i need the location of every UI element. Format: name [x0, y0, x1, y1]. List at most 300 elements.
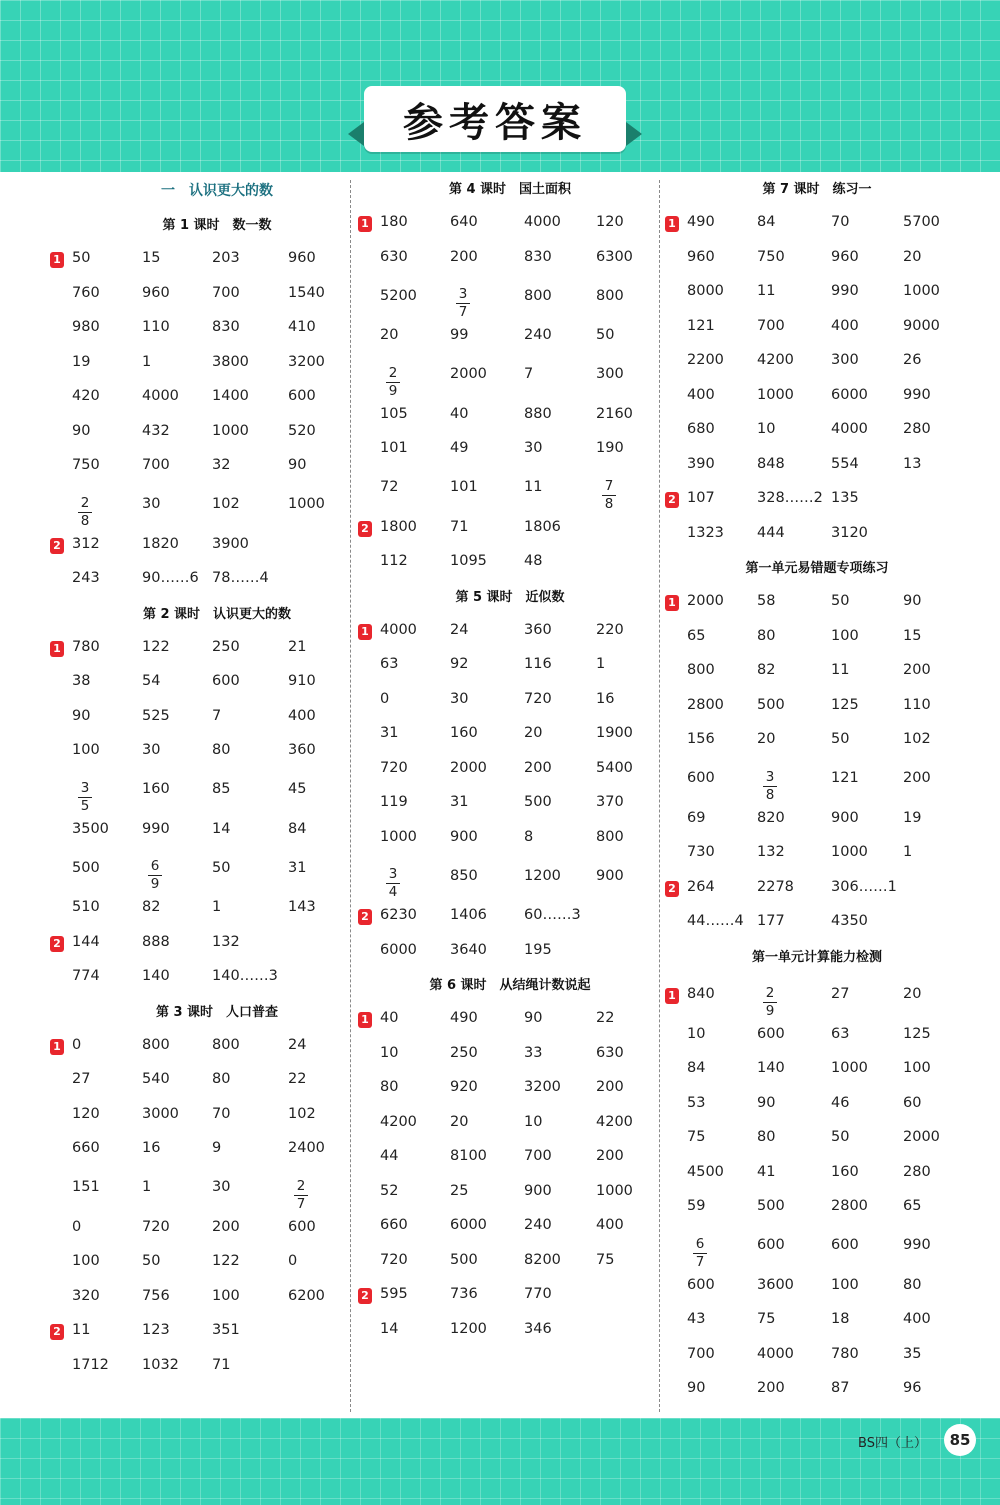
- answer-value: 72: [380, 479, 399, 496]
- answer-value: 10: [380, 1044, 399, 1061]
- page-number: 85: [944, 1424, 976, 1456]
- fraction-numerator: 2: [80, 494, 90, 511]
- lesson-title: 第一单元易错题专项练习: [745, 561, 889, 576]
- answer-value: 30: [142, 496, 161, 513]
- fraction-denominator: 7: [296, 1195, 306, 1212]
- answer-value: 2400: [288, 1140, 325, 1156]
- fraction-numerator: 3: [458, 286, 468, 302]
- lesson-title: 第 6 课时 从结绳计数说起: [429, 978, 591, 993]
- answer-fraction: [386, 867, 400, 900]
- answer-value: 90……6: [142, 570, 199, 586]
- answer-value: 203: [212, 250, 240, 266]
- fraction-numerator: 2: [296, 1177, 306, 1194]
- answer-value: 2278: [757, 878, 794, 895]
- answer-value: 360: [524, 621, 552, 638]
- answer-value: 848: [757, 455, 785, 472]
- answer-value: 116: [524, 656, 552, 672]
- answer-value: 660: [72, 1140, 100, 1156]
- answer-value: 80: [380, 1079, 399, 1095]
- answer-value: 125: [831, 696, 859, 713]
- answer-value: 600: [757, 1025, 785, 1042]
- column-divider: [659, 180, 660, 1412]
- answer-value: 2200: [687, 352, 724, 368]
- answer-value: 99: [450, 327, 469, 343]
- answer-value: 71: [450, 518, 469, 535]
- answer-value: 70: [212, 1105, 231, 1122]
- answer-value: 1806: [524, 518, 561, 535]
- answer-value: 140: [142, 968, 170, 984]
- answer-value: 4000: [524, 214, 561, 230]
- answer-value: 11: [757, 283, 776, 299]
- answer-value: 756: [142, 1287, 170, 1304]
- answer-value: 121: [831, 770, 859, 787]
- answer-value: 2160: [596, 405, 633, 422]
- question-number-badge: 1: [50, 252, 64, 268]
- answer-value: 525: [142, 707, 170, 724]
- answer-value: 144: [72, 933, 100, 950]
- answer-value: 121: [687, 317, 715, 334]
- answer-value: 45: [288, 781, 307, 798]
- answer-value: 50: [596, 327, 615, 343]
- answer-value: 351: [212, 1322, 240, 1338]
- answer-value: 500: [757, 696, 785, 713]
- answer-value: 780: [831, 1345, 859, 1362]
- answer-value: 420: [72, 388, 100, 404]
- answer-value: 500: [72, 859, 100, 876]
- answer-value: 15: [903, 627, 922, 644]
- answer-value: 69: [687, 809, 706, 826]
- fraction-denominator: 8: [604, 495, 614, 512]
- edition-label: BS四（上）: [858, 1436, 927, 1451]
- answer-value: 3900: [212, 535, 249, 552]
- answer-value: 20: [450, 1113, 469, 1130]
- answer-value: 4200: [596, 1113, 633, 1130]
- answer-value: 11: [831, 662, 850, 678]
- answer-value: 960: [831, 248, 859, 265]
- answer-value: 82: [142, 899, 161, 915]
- answer-fraction: [602, 479, 616, 512]
- answer-value: 110: [142, 319, 170, 335]
- answer-value: 75: [596, 1251, 615, 1268]
- answer-value: 2000: [450, 366, 487, 383]
- answer-value: 800: [212, 1036, 240, 1053]
- answer-value: 112: [380, 553, 408, 569]
- answer-value: 63: [380, 656, 399, 672]
- answer-value: 5700: [903, 214, 940, 230]
- answer-value: 125: [903, 1025, 931, 1042]
- answer-value: 140……3: [212, 968, 278, 984]
- question-number-badge: 2: [665, 492, 679, 508]
- answer-value: 40: [380, 1010, 399, 1026]
- answer-value: 8: [524, 828, 534, 845]
- answer-value: 990: [903, 386, 931, 403]
- answer-fraction: [78, 496, 92, 529]
- answer-value: 6230: [380, 907, 417, 923]
- answer-value: 0: [288, 1253, 298, 1269]
- answer-value: 58: [757, 593, 776, 609]
- answer-value: 70: [831, 214, 850, 230]
- answer-value: 27: [831, 986, 850, 1003]
- answer-value: 3800: [212, 353, 249, 370]
- answer-value: 40: [450, 405, 469, 422]
- answer-value: 2000: [450, 759, 487, 776]
- answer-value: 1000: [288, 496, 325, 513]
- answer-value: 410: [288, 319, 316, 335]
- answer-value: 1000: [212, 422, 249, 439]
- answer-value: 7: [524, 366, 534, 383]
- answer-value: 1000: [757, 386, 794, 403]
- answer-value: 200: [596, 1148, 624, 1164]
- question-number-badge: 1: [665, 595, 679, 611]
- question-number-badge: 1: [50, 1039, 64, 1055]
- answer-value: 990: [142, 820, 170, 837]
- fraction-numerator: 3: [388, 866, 398, 882]
- answer-value: 1000: [596, 1182, 633, 1199]
- answer-value: 910: [288, 673, 316, 689]
- answer-value: 9: [212, 1140, 222, 1156]
- answer-value: 200: [903, 770, 931, 787]
- answer-value: 49: [450, 440, 469, 456]
- answer-value: 132: [757, 844, 785, 860]
- answer-value: 22: [288, 1071, 307, 1087]
- answer-value: 500: [757, 1198, 785, 1214]
- answer-value: 123: [142, 1322, 170, 1338]
- answer-value: 20: [380, 327, 399, 343]
- answer-value: 1800: [380, 518, 417, 535]
- fraction-denominator: 9: [150, 876, 160, 892]
- answer-fraction: [386, 366, 400, 399]
- answer-value: 780: [72, 638, 100, 655]
- answer-value: 1032: [142, 1356, 179, 1373]
- answer-value: 306……1: [831, 878, 897, 895]
- answer-value: 100: [831, 1276, 859, 1293]
- answer-value: 630: [596, 1044, 624, 1061]
- answer-value: 800: [524, 287, 552, 304]
- answer-value: 595: [380, 1286, 408, 1302]
- answer-value: 600: [212, 673, 240, 689]
- answer-value: 3120: [831, 524, 868, 541]
- answer-value: 31: [450, 794, 469, 810]
- answer-value: 101: [380, 440, 408, 456]
- answer-value: 190: [596, 440, 624, 456]
- answer-value: 4000: [757, 1345, 794, 1362]
- answer-value: 9000: [903, 317, 940, 334]
- answer-value: 490: [687, 214, 715, 230]
- answer-value: 3200: [288, 353, 325, 370]
- unit-title: 一 认识更大的数: [161, 183, 273, 199]
- answer-value: 195: [524, 941, 552, 958]
- answer-value: 13: [903, 455, 922, 472]
- answer-value: 680: [687, 421, 715, 437]
- answer-value: 880: [524, 405, 552, 422]
- answer-value: 400: [831, 317, 859, 334]
- answer-value: 520: [288, 422, 316, 439]
- answer-value: 200: [450, 248, 478, 265]
- answer-value: 80: [212, 1071, 231, 1087]
- fraction-denominator: 9: [765, 1002, 775, 1019]
- fraction-denominator: 9: [388, 382, 398, 399]
- answer-value: 4350: [831, 913, 868, 929]
- answer-value: 50: [212, 859, 231, 876]
- answer-value: 720: [524, 690, 552, 707]
- answer-fraction: [763, 770, 777, 803]
- answer-value: 110: [903, 696, 931, 713]
- answer-fraction: [78, 781, 92, 814]
- answer-value: 16: [596, 690, 615, 707]
- answer-value: 18: [831, 1311, 850, 1327]
- answer-value: 264: [687, 878, 715, 895]
- question-number-badge: 2: [358, 1288, 372, 1304]
- answer-value: 280: [903, 1163, 931, 1180]
- answer-value: 850: [450, 867, 478, 884]
- answer-value: 38: [72, 673, 91, 689]
- answer-value: 444: [757, 524, 785, 541]
- answer-value: 243: [72, 570, 100, 586]
- question-number-badge: 1: [665, 216, 679, 232]
- answer-value: 900: [450, 828, 478, 845]
- answer-value: 20: [524, 725, 543, 741]
- answer-value: 4000: [380, 621, 417, 638]
- answer-value: 720: [380, 1251, 408, 1268]
- answer-value: 750: [72, 457, 100, 473]
- answer-value: 6000: [450, 1217, 487, 1233]
- answer-value: 300: [596, 366, 624, 383]
- answer-value: 6200: [288, 1287, 325, 1304]
- answer-value: 151: [72, 1179, 100, 1196]
- answer-value: 820: [757, 809, 785, 826]
- lesson-title: 第 7 课时 练习一: [762, 182, 872, 197]
- answer-value: 10: [687, 1025, 706, 1042]
- answer-value: 920: [450, 1079, 478, 1095]
- answer-value: 600: [687, 770, 715, 787]
- answer-value: 980: [72, 319, 100, 335]
- answer-value: 300: [831, 352, 859, 368]
- answer-value: 75: [687, 1129, 706, 1145]
- answer-value: 177: [757, 913, 785, 929]
- answer-value: 80: [212, 742, 231, 758]
- header-banner: [0, 0, 1000, 172]
- answer-value: 510: [72, 899, 100, 915]
- answer-value: 2000: [903, 1129, 940, 1145]
- lesson-title: 第 5 课时 近似数: [455, 589, 565, 605]
- answer-value: 1: [596, 656, 606, 672]
- answer-value: 960: [142, 284, 170, 301]
- answer-value: 71: [212, 1356, 231, 1373]
- answer-value: 200: [212, 1218, 240, 1235]
- answer-value: 600: [831, 1237, 859, 1254]
- answer-value: 50: [831, 1129, 850, 1145]
- answer-value: 84: [687, 1060, 706, 1076]
- answer-value: 630: [380, 248, 408, 265]
- answer-value: 135: [831, 490, 859, 506]
- answer-value: 888: [142, 933, 170, 950]
- answer-value: 52: [380, 1182, 399, 1199]
- answer-value: 200: [903, 662, 931, 678]
- answer-value: 100: [72, 1253, 100, 1269]
- answer-value: 90: [687, 1380, 706, 1396]
- answer-value: 500: [450, 1251, 478, 1268]
- answer-value: 360: [288, 742, 316, 758]
- question-number-badge: 1: [50, 641, 64, 657]
- answer-value: 1712: [72, 1356, 109, 1373]
- answer-value: 119: [380, 794, 408, 810]
- answer-value: 830: [212, 319, 240, 335]
- answer-value: 200: [596, 1079, 624, 1095]
- answer-value: 4000: [142, 388, 179, 404]
- answer-value: 101: [450, 479, 478, 496]
- answer-value: 132: [212, 933, 240, 950]
- answer-value: 730: [687, 844, 715, 860]
- answer-value: 240: [524, 1217, 552, 1233]
- answer-value: 16: [142, 1140, 161, 1156]
- answer-value: 840: [687, 986, 715, 1003]
- answer-value: 90: [903, 593, 922, 609]
- answer-value: 1200: [450, 1320, 487, 1337]
- answer-value: 30: [142, 742, 161, 758]
- answer-value: 1820: [142, 535, 179, 552]
- fraction-denominator: 7: [458, 304, 468, 320]
- fraction-numerator: 7: [604, 477, 614, 494]
- question-number-badge: 1: [665, 988, 679, 1004]
- answer-value: 1406: [450, 907, 487, 923]
- answer-value: 63: [831, 1025, 850, 1042]
- answer-value: 92: [450, 656, 469, 672]
- answer-fraction: [456, 287, 470, 320]
- answer-value: 3200: [524, 1079, 561, 1095]
- answer-value: 10: [757, 421, 776, 437]
- answer-value: 19: [72, 353, 91, 370]
- answer-value: 60……3: [524, 907, 581, 923]
- answer-value: 6300: [596, 248, 633, 265]
- answer-value: 700: [757, 317, 785, 334]
- answer-value: 31: [380, 725, 399, 741]
- answer-value: 1: [903, 844, 913, 860]
- answer-value: 700: [142, 457, 170, 473]
- answer-value: 156: [687, 731, 715, 747]
- answer-value: 4500: [687, 1163, 724, 1180]
- answer-value: 220: [596, 621, 624, 638]
- answer-value: 328……2: [757, 490, 823, 506]
- answer-value: 432: [142, 422, 170, 439]
- answer-value: 31: [288, 859, 307, 876]
- answer-value: 1095: [450, 553, 487, 569]
- question-number-badge: 2: [358, 521, 372, 537]
- answer-value: 30: [524, 440, 543, 456]
- answer-value: 90: [757, 1094, 776, 1111]
- answer-value: 75: [757, 1311, 776, 1327]
- answer-value: 554: [831, 455, 859, 472]
- answer-value: 11: [72, 1322, 91, 1338]
- answer-value: 490: [450, 1010, 478, 1026]
- answer-value: 2000: [687, 593, 724, 609]
- answer-value: 600: [288, 1218, 316, 1235]
- answer-value: 900: [831, 809, 859, 826]
- answer-fraction: [294, 1179, 308, 1212]
- answer-value: 120: [596, 214, 624, 230]
- answer-value: 8000: [687, 283, 724, 299]
- answer-value: 1: [212, 899, 222, 915]
- answer-value: 990: [903, 1237, 931, 1254]
- fraction-numerator: 3: [80, 779, 90, 796]
- answer-value: 41: [757, 1163, 776, 1180]
- answer-value: 102: [903, 731, 931, 747]
- question-number-badge: 2: [50, 936, 64, 952]
- answer-value: 640: [450, 214, 478, 230]
- answer-value: 5400: [596, 759, 633, 776]
- answer-value: 90: [72, 422, 91, 439]
- answer-value: 1: [142, 353, 152, 370]
- answer-value: 600: [757, 1237, 785, 1254]
- answer-value: 320: [72, 1287, 100, 1304]
- answer-value: 78……4: [212, 570, 269, 586]
- answer-value: 100: [831, 627, 859, 644]
- answer-value: 160: [142, 781, 170, 798]
- fraction-denominator: 7: [695, 1253, 705, 1270]
- answer-value: 720: [142, 1218, 170, 1235]
- answer-value: 720: [380, 759, 408, 776]
- question-number-badge: 2: [358, 909, 372, 925]
- answer-value: 960: [288, 250, 316, 266]
- answer-value: 20: [903, 248, 922, 265]
- answer-value: 54: [142, 673, 161, 689]
- answer-value: 100: [212, 1287, 240, 1304]
- answer-value: 14: [212, 820, 231, 837]
- page-title: 参考答案: [364, 86, 626, 152]
- answer-value: 44: [380, 1148, 399, 1164]
- fraction-numerator: 3: [765, 768, 775, 785]
- answer-value: 1000: [831, 1060, 868, 1076]
- answer-value: 140: [757, 1060, 785, 1076]
- question-number-badge: 1: [358, 1012, 372, 1028]
- answer-value: 2800: [687, 696, 724, 713]
- answer-value: 3500: [72, 820, 109, 837]
- answer-value: 96: [903, 1380, 922, 1396]
- lesson-title: 第 2 课时 认识更大的数: [142, 606, 292, 622]
- answer-value: 122: [212, 1253, 240, 1269]
- answer-value: 8100: [450, 1148, 487, 1164]
- answer-value: 600: [288, 388, 316, 404]
- question-number-badge: 2: [665, 881, 679, 897]
- answer-value: 250: [450, 1044, 478, 1061]
- fraction-denominator: 8: [765, 786, 775, 803]
- answer-value: 20: [903, 986, 922, 1003]
- answer-value: 10: [524, 1113, 543, 1130]
- column-divider: [350, 180, 351, 1412]
- fraction-numerator: 6: [150, 858, 160, 874]
- answer-value: 8200: [524, 1251, 561, 1268]
- lesson-title: 第一单元计算能力检测: [751, 949, 882, 965]
- answer-value: 1200: [524, 867, 561, 884]
- answer-value: 33: [524, 1044, 543, 1061]
- fraction-denominator: 4: [388, 884, 398, 900]
- answer-value: 46: [831, 1094, 850, 1111]
- fraction-numerator: 2: [388, 364, 398, 381]
- answer-value: 80: [903, 1276, 922, 1293]
- answer-value: 700: [524, 1148, 552, 1164]
- answer-value: 160: [831, 1163, 859, 1180]
- answer-value: 24: [288, 1036, 307, 1053]
- answer-value: 53: [687, 1094, 706, 1111]
- answer-value: 160: [450, 725, 478, 741]
- answer-value: 990: [831, 283, 859, 299]
- answer-value: 21: [288, 638, 307, 655]
- answer-value: 800: [142, 1036, 170, 1053]
- answer-value: 240: [524, 327, 552, 343]
- answer-value: 370: [596, 794, 624, 810]
- answer-value: 1000: [831, 844, 868, 860]
- answer-value: 700: [212, 284, 240, 301]
- answer-value: 280: [903, 421, 931, 437]
